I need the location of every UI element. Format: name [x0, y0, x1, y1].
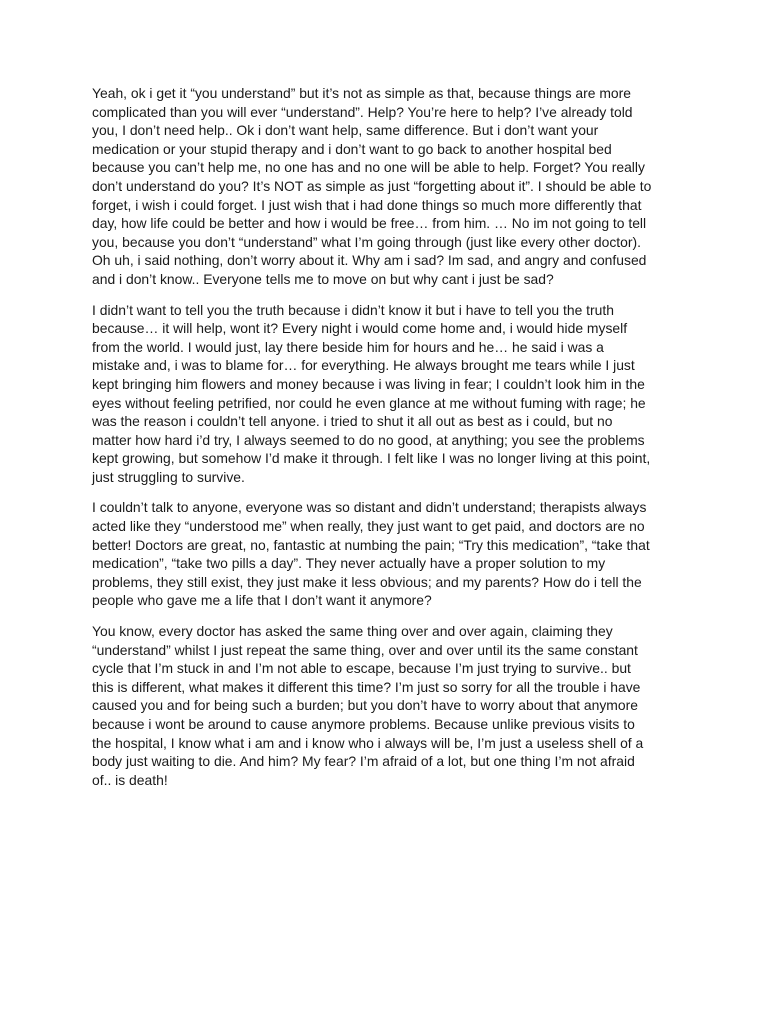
- paragraph-1: Yeah, ok i get it “you understand” but it’s not as simple as that, because things are more complicated than you will ever “understand”. Help? You’re here to help? I’ve already told you, I don’t need help.. Ok i don’t want help, same difference. But i don’t want your medication or your stupid therapy and i don’t want to go back to another hospital bed because you can’t help me, no one has and no one will be able to help. Forget? You really don’t understand do you? It’s NOT as simple as just “forgetting about it”. I should be able to forget, i wish i could forget. I just wish that i had done things so much more differently that day, how life could be better and how i would be free… from him. … No im not going to tell you, because you don’t “understand” what I’m going through (just like every other doctor). Oh uh, i said nothing, don’t worry about it. Why am i sad? Im sad, and angry and confused and i don’t know.. Everyone tells me to move on but why cant i just be sad?: [92, 85, 652, 287]
- paragraph-3: I couldn’t talk to anyone, everyone was so distant and didn’t understand; therapists always acted like they “understood me” when really, they just want to get paid, and doctors are no better! Doctors are great, no, fantastic at numbing the pain; “Try this medication”, “take that medication”, “take two pills a day”. They never actually have a proper solution to my problems, they still exist, they just make it less obvious; and my parents? How do i tell the people who gave me a life that I don’t want it anymore?: [92, 499, 650, 609]
- paragraph-4: You know, every doctor has asked the same thing over and over again, claiming they “understand” whilst I just repeat the same thing, over and over until its the same constant cycle that I’m stuck in and I’m not able to escape, because I’m just trying to survive.. but this is different, what makes it different this time? I’m just so sorry for all the trouble i have caused you and for being such a burden; but you don’t have to worry about that anymore because i wont be around to cause anymore problems. Because unlike previous visits to the hospital, I know what i am and i know who i always will be, I’m just a useless shell of a body just waiting to die. And him? My fear? I’m afraid of a lot, but one thing I’m not afraid of.. is death!: [92, 623, 644, 788]
- paragraph-2: I didn’t want to tell you the truth because i didn’t know it but i have to tell you the truth because… it will help, wont it? Every night i would come home and, i would hide myself from the world. I would just, lay there beside him for hours and he… he said i was a mistake and, i was to blame for… for everything. He always brought me tears while I just kept bringing him flowers and money because i was living in fear; I couldn’t look him in the eyes without feeling petrified, nor could he even glance at me without fuming with rage; he was the reason i couldn’t tell anyone. i tried to shut it all out as best as i could, but no matter how hard i’d try, I always seemed to do no good, at anything; you see the problems kept growing, but somehow I’d make it through. I felt like I was no longer living at this point, just struggling to survive.: [92, 301, 651, 485]
- document-body: [92, 84, 652, 801]
